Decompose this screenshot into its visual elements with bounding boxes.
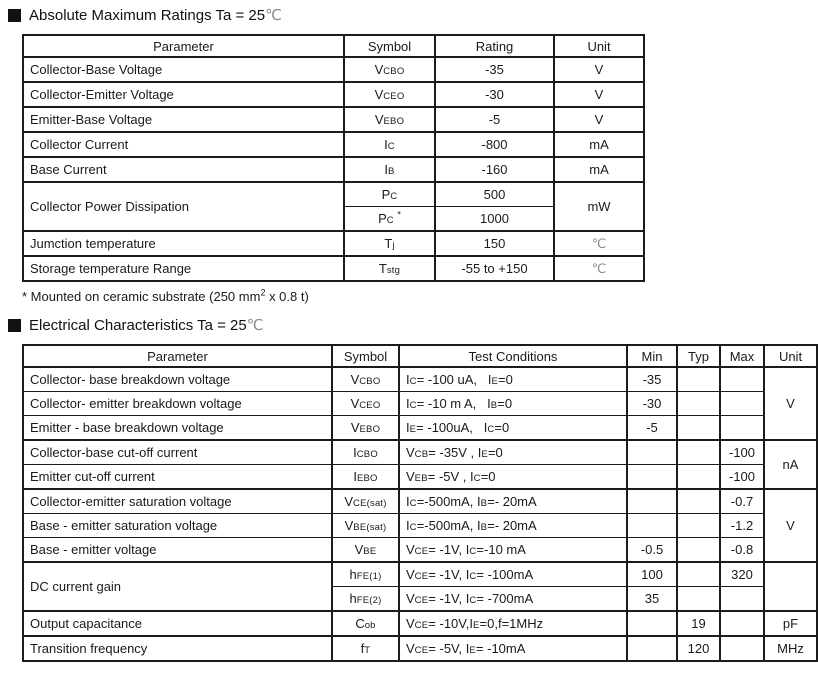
cell-rating: -30 <box>435 82 554 107</box>
subscript-text: CBO <box>359 376 381 387</box>
section-bullet-icon <box>8 319 21 332</box>
abs-max-table-body <box>23 57 644 281</box>
cell-symbol: hFE(2) <box>332 587 399 612</box>
subscript-text: C <box>409 498 417 509</box>
cell-param: Collector- emitter breakdown voltage <box>23 392 332 416</box>
cell-rating: 500 <box>435 182 554 207</box>
subscript-text: CB <box>414 449 429 460</box>
cell-max <box>720 611 764 636</box>
subscript-text: CBO <box>356 449 378 460</box>
subscript-text: EB <box>414 473 428 484</box>
cell-max <box>720 416 764 441</box>
degree-celsius-symbol: ℃ <box>591 260 607 276</box>
cell-min <box>627 489 677 514</box>
cell-typ: 19 <box>677 611 720 636</box>
table-row <box>23 636 817 661</box>
cell-max: -1.2 <box>720 514 764 538</box>
cell-cond: VCE= -1V, IC= -700mA <box>399 587 627 612</box>
cell-min: 100 <box>627 562 677 587</box>
subscript-text: BE(sat) <box>353 522 387 533</box>
subscript-text: CE <box>414 645 429 656</box>
table-row <box>23 465 817 490</box>
cell-rating: 1000 <box>435 207 554 232</box>
subscript-text: j <box>392 240 395 251</box>
cell-max: -100 <box>720 465 764 490</box>
cell-min: 35 <box>627 587 677 612</box>
cell-unit <box>554 231 644 256</box>
cell-cond: VEB= -5V , IC=0 <box>399 465 627 490</box>
table-row <box>23 231 644 256</box>
subscript-text: CEO <box>383 91 405 102</box>
cell-max <box>720 587 764 612</box>
column-header-unit: Unit <box>764 345 817 367</box>
column-header-typ: Typ <box>677 345 720 367</box>
table-row <box>23 562 817 587</box>
electrical-characteristics-table <box>22 344 818 662</box>
column-header-max: Max <box>720 345 764 367</box>
cell-rating: -35 <box>435 57 554 82</box>
cell-max: 320 <box>720 562 764 587</box>
cell-symbol: VCBO <box>344 57 435 82</box>
cell-rating: 150 <box>435 231 554 256</box>
subscript-text: CEO <box>359 400 381 411</box>
cell-typ <box>677 416 720 441</box>
table-row <box>23 107 644 132</box>
cell-symbol: PC <box>344 182 435 207</box>
table-row <box>23 416 817 441</box>
subscript-text: EBO <box>356 473 378 484</box>
subscript-text: FE(1) <box>356 571 382 582</box>
cell-param: Collector-Base Voltage <box>23 57 344 82</box>
cell-max: -0.7 <box>720 489 764 514</box>
cell-cond: IE= -100uA, IC=0 <box>399 416 627 441</box>
cell-unit: V <box>554 57 644 82</box>
cell-param: Collector-emitter saturation voltage <box>23 489 332 514</box>
cell-symbol: VBE <box>332 538 399 563</box>
cell-symbol: Tstg <box>344 256 435 281</box>
cell-unit: pF <box>764 611 817 636</box>
table-row <box>23 367 817 392</box>
subscript-text: B <box>388 166 395 177</box>
table-row <box>23 611 817 636</box>
cell-param: Emitter - base breakdown voltage <box>23 416 332 441</box>
subscript-text: CE <box>414 546 429 557</box>
subscript-text: C <box>487 424 495 435</box>
cell-max <box>720 367 764 392</box>
cell-cond: VCE= -1V, IC=-10 mA <box>399 538 627 563</box>
cell-symbol: VEBO <box>332 416 399 441</box>
cell-param: Base - emitter saturation voltage <box>23 514 332 538</box>
subscript-text: E <box>472 620 480 631</box>
subscript-text: ob <box>364 620 376 631</box>
cell-param: Jumction temperature <box>23 231 344 256</box>
cell-symbol: VBE(sat) <box>332 514 399 538</box>
cell-symbol: VCBO <box>332 367 399 392</box>
cell-unit: V <box>764 489 817 562</box>
table-row <box>23 82 644 107</box>
cell-symbol: IB <box>344 157 435 182</box>
cell-param: Collector-Emitter Voltage <box>23 82 344 107</box>
cell-symbol: IC <box>344 132 435 157</box>
cell-min: -5 <box>627 416 677 441</box>
cell-unit: V <box>554 82 644 107</box>
header-row <box>23 345 817 367</box>
degree-celsius-symbol: ℃ <box>265 7 282 24</box>
footnote: * Mounted on ceramic substrate (250 $mm^2$ x 0.8 t) <box>22 287 309 304</box>
subscript-text: CBO <box>383 66 405 77</box>
cell-symbol: hFE(1) <box>332 562 399 587</box>
subscript-text: E <box>469 645 476 656</box>
subscript-text: B <box>480 522 488 533</box>
cell-param: DC current gain <box>23 562 332 611</box>
cell-min <box>627 514 677 538</box>
cell-unit: V <box>554 107 644 132</box>
superscript-text: 2 <box>260 287 266 298</box>
cell-min <box>627 636 677 661</box>
table-row <box>23 489 817 514</box>
cell-typ <box>677 465 720 490</box>
section-title-electrical-characteristics <box>8 316 818 334</box>
subscript-text: C <box>409 400 417 411</box>
degree-celsius-symbol: ℃ <box>591 235 607 251</box>
cell-cond: IC=-500mA, IB=- 20mA <box>399 514 627 538</box>
cell-min: -35 <box>627 367 677 392</box>
subscript-text: C <box>386 215 394 226</box>
section-title-text: Electrical Characteristics Ta = 25℃ <box>29 317 264 334</box>
column-header-min: Min <box>627 345 677 367</box>
cell-typ: 120 <box>677 636 720 661</box>
cell-param: Emitter cut-off current <box>23 465 332 490</box>
subscript-text: E <box>481 449 488 460</box>
cell-typ <box>677 367 720 392</box>
cell-symbol: ICBO <box>332 440 399 465</box>
subscript-text: E <box>491 376 499 387</box>
subscript-text: B <box>490 400 498 411</box>
cell-min <box>627 611 677 636</box>
superscript-text: * <box>397 209 401 220</box>
cell-symbol: Tj <box>344 231 435 256</box>
cell-rating: -800 <box>435 132 554 157</box>
cell-cond: IC= -100 uA, IE=0 <box>399 367 627 392</box>
subscript-text: EBO <box>383 116 405 127</box>
column-header-symbol: Symbol <box>332 345 399 367</box>
cell-param: Base - emitter voltage <box>23 538 332 563</box>
cell-unit: MHz <box>764 636 817 661</box>
table-row <box>23 256 644 281</box>
elec-char-table-body <box>23 367 817 661</box>
table-row <box>23 157 644 182</box>
subscript-text: T <box>364 645 371 656</box>
cell-unit <box>764 562 817 611</box>
subscript-text: FE(2) <box>356 595 382 606</box>
subscript-text: C <box>409 376 417 387</box>
subscript-text: C <box>409 522 417 533</box>
cell-typ <box>677 538 720 563</box>
cell-cond: VCB= -35V , IE=0 <box>399 440 627 465</box>
elec-char-table-head <box>23 345 817 367</box>
subscript-text: CE(sat) <box>353 498 387 509</box>
subscript-text: C <box>469 571 477 582</box>
cell-symbol: fT <box>332 636 399 661</box>
column-header-cond: Test Conditions <box>399 345 627 367</box>
cell-unit: mA <box>554 157 644 182</box>
subscript-text: CE <box>414 620 429 631</box>
absolute-maximum-ratings-table <box>22 34 645 282</box>
subscript-text: EBO <box>359 424 381 435</box>
cell-symbol: Cob <box>332 611 399 636</box>
cell-unit: mA <box>554 132 644 157</box>
section-title-absolute-maximum-ratings <box>8 6 818 24</box>
cell-param: Collector- base breakdown voltage <box>23 367 332 392</box>
cell-param: Output capacitance <box>23 611 332 636</box>
column-header-rating: Rating <box>435 35 554 57</box>
table-row <box>23 57 644 82</box>
cell-cond: IC=-500mA, IB=- 20mA <box>399 489 627 514</box>
subscript-text: C <box>390 191 398 202</box>
subscript-text: C <box>387 141 395 152</box>
cell-min <box>627 440 677 465</box>
cell-symbol: PC * <box>344 207 435 232</box>
subscript-text: CE <box>414 571 429 582</box>
table-row <box>23 182 644 207</box>
cell-param: Collector-base cut-off current <box>23 440 332 465</box>
cell-typ <box>677 562 720 587</box>
column-header-param: Parameter <box>23 345 332 367</box>
column-header-symbol: Symbol <box>344 35 435 57</box>
cell-max <box>720 636 764 661</box>
subscript-text: B <box>480 498 488 509</box>
section-bullet-icon <box>8 9 21 22</box>
cell-symbol: IEBO <box>332 465 399 490</box>
cell-max: -0.8 <box>720 538 764 563</box>
column-header-param: Parameter <box>23 35 344 57</box>
cell-symbol: VCEO <box>332 392 399 416</box>
subscript-text: C <box>469 595 477 606</box>
cell-cond: VCE= -10V,IE=0,f=1MHz <box>399 611 627 636</box>
subscript-text: E <box>409 424 417 435</box>
cell-param: Storage temperature Range <box>23 256 344 281</box>
column-header-unit: Unit <box>554 35 644 57</box>
degree-celsius-symbol: ℃ <box>246 317 264 334</box>
cell-cond: VCE= -1V, IC= -100mA <box>399 562 627 587</box>
cell-min <box>627 465 677 490</box>
table-row <box>23 538 817 563</box>
cell-param: Collector Power Dissipation <box>23 182 344 231</box>
cell-unit: V <box>764 367 817 440</box>
subscript-text: BE <box>363 546 377 557</box>
cell-param: Emitter-Base Voltage <box>23 107 344 132</box>
cell-max: -100 <box>720 440 764 465</box>
subscript-text: C <box>469 546 477 557</box>
subscript-text: CE <box>414 595 429 606</box>
cell-rating: -5 <box>435 107 554 132</box>
subscript-text: C <box>473 473 481 484</box>
cell-param: Transition frequency <box>23 636 332 661</box>
table-row <box>23 440 817 465</box>
header-row <box>23 35 644 57</box>
subscript-text: stg <box>386 265 401 276</box>
cell-cond: IC= -10 m A, IB=0 <box>399 392 627 416</box>
cell-symbol: VEBO <box>344 107 435 132</box>
cell-symbol: VCE(sat) <box>332 489 399 514</box>
cell-max <box>720 392 764 416</box>
abs-max-table-head <box>23 35 644 57</box>
cell-unit <box>554 256 644 281</box>
section-title-text: Absolute Maximum Ratings Ta = 25℃ <box>29 7 282 24</box>
cell-param: Collector Current <box>23 132 344 157</box>
cell-param: Base Current <box>23 157 344 182</box>
cell-typ <box>677 514 720 538</box>
cell-rating: -55 to +150 <box>435 256 554 281</box>
cell-typ <box>677 489 720 514</box>
cell-symbol: VCEO <box>344 82 435 107</box>
cell-typ <box>677 392 720 416</box>
cell-min: -30 <box>627 392 677 416</box>
cell-min: -0.5 <box>627 538 677 563</box>
table-row <box>23 514 817 538</box>
table-row <box>23 392 817 416</box>
cell-rating: -160 <box>435 157 554 182</box>
cell-unit: nA <box>764 440 817 489</box>
cell-unit: mW <box>554 182 644 231</box>
table-row <box>23 132 644 157</box>
cell-cond: VCE= -5V, IE= -10mA <box>399 636 627 661</box>
cell-typ <box>677 440 720 465</box>
cell-typ <box>677 587 720 612</box>
